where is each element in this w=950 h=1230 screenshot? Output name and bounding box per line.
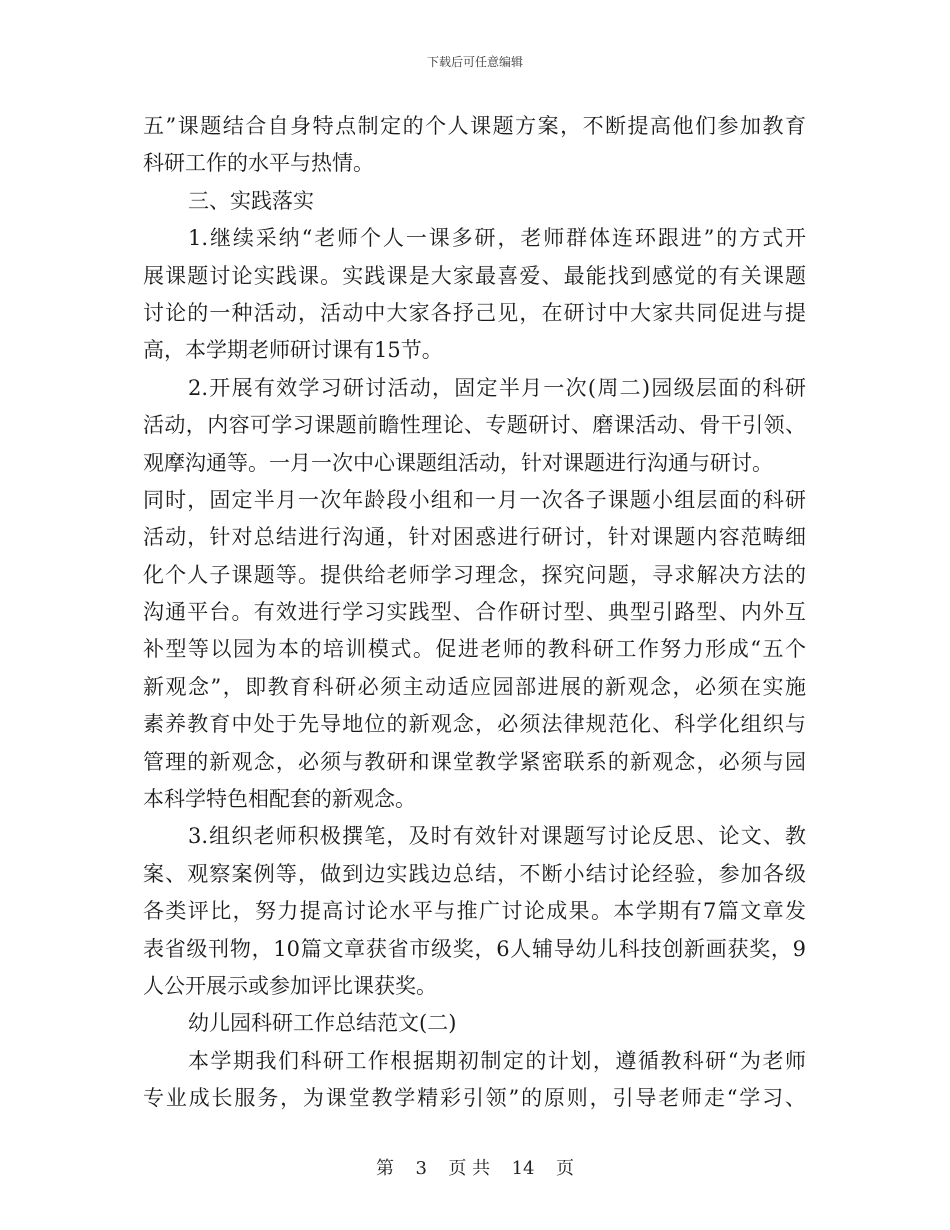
text-line: 1.继续采纳“老师个人一课多研，老师群体连环跟进”的方式开 (188, 226, 806, 251)
text-line: 素养教育中处于先导地位的新观念，必须法律规范化、科学化组织与 (143, 712, 806, 737)
text-line: 本学期我们科研工作根据期初制定的计划，遵循教科研“为老师 (188, 1048, 806, 1073)
text-line: 讨论的一种活动，活动中大家各抒己见，在研讨中大家共同促进与提 (143, 300, 806, 325)
text-line: 科研工作的水平与热情。 (143, 151, 374, 176)
footer-prefix: 第 (376, 1158, 395, 1179)
text-line: 高，本学期老师研讨课有15节。 (143, 338, 443, 363)
text-line: 管理的新观念，必须与教研和课堂教学紧密联系的新观念，必须与园 (143, 749, 806, 774)
page-header (0, 53, 950, 70)
text-line: 案、观察案例等，做到边实践边总结，不断小结讨论经验，参加各级 (143, 861, 806, 886)
footer-mid: 页 共 (448, 1158, 491, 1179)
text-line: 观摩沟通等。一月一次中心课题组活动，针对课题进行沟通与研讨。 (143, 450, 773, 475)
document-body (143, 108, 806, 1118)
text-line: 三、实践落实 (188, 188, 314, 213)
text-line: 补型等以园为本的培训模式。促进老师的教科研工作努力形成“五个 (143, 637, 806, 662)
text-line: 沟通平台。有效进行学习实践型、合作研讨型、典型引路型、内外互 (143, 600, 806, 625)
text-line: 幼儿园科研工作总结范文(二) (188, 1011, 457, 1036)
footer-page-number: 3 (415, 1158, 427, 1179)
footer-suffix: 页 (555, 1158, 574, 1179)
text-line: 3.组织老师积极撰笔，及时有效针对课题写讨论反思、论文、教 (188, 824, 806, 849)
text-line: 化个人子课题等。提供给老师学习理念，探究问题，寻求解决方法的 (143, 562, 806, 587)
text-line: 各类评比，努力提高讨论水平与推广讨论成果。本学期有7篇文章发 (143, 899, 806, 924)
text-line: 展课题讨论实践课。实践课是大家最喜爱、最能找到感觉的有关课题 (143, 263, 806, 288)
text-line: 表省级刊物，10篇文章获省市级奖，6人辅导幼儿科技创新画获奖，9 (143, 936, 806, 961)
text-line: 本科学特色相配套的新观念。 (143, 787, 416, 812)
page-footer (0, 1154, 950, 1180)
text-line: 活动，内容可学习课题前瞻性理论、专题研讨、磨课活动、骨干引领、 (143, 413, 806, 438)
header-text: 下载后可任意编辑 (426, 55, 523, 69)
text-line: 新观念”，即教育科研必须主动适应园部进展的新观念，必须在实施 (143, 674, 806, 699)
text-line: 活动，针对总结进行沟通，针对困惑进行研讨，针对课题内容范畴细 (143, 525, 806, 550)
text-line: 专业成长服务，为课堂教学精彩引领”的原则，引导老师走“学习、 (143, 1086, 806, 1111)
text-line: 2.开展有效学习研讨活动，固定半月一次(周二)园级层面的科研 (188, 375, 806, 400)
text-line: 同时，固定半月一次年龄段小组和一月一次各子课题小组层面的科研 (143, 487, 806, 512)
footer-total-pages: 14 (511, 1158, 535, 1179)
text-line: 人公开展示或参加评比课获奖。 (143, 973, 437, 998)
text-line: 五”课题结合自身特点制定的个人课题方案，不断提高他们参加教育 (143, 114, 806, 138)
